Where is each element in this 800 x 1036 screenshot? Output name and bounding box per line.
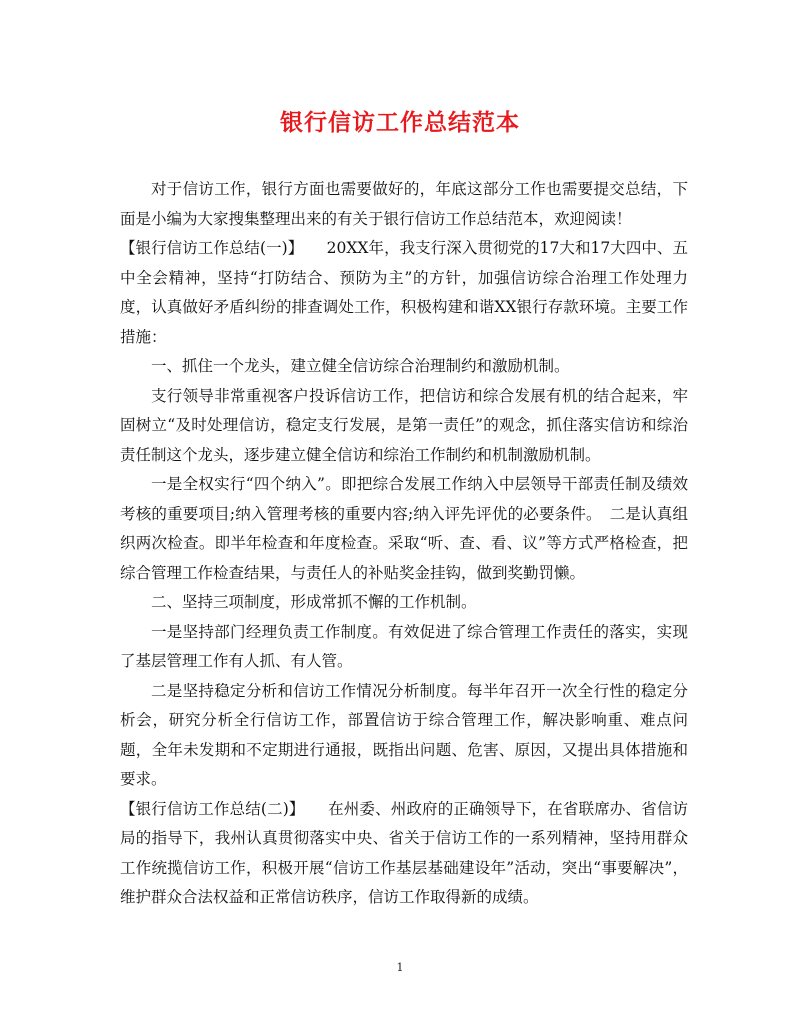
intro-paragraph: 对于信访工作，银行方面也需要做好的，年底这部分工作也需要提交总结，下面是小编为大家搜集整理出来的有关于银行信访工作总结范本，欢迎阅读！ (120, 180, 688, 228)
measure-one-heading: 一、抓住一个龙头，建立健全信访综合治理制约和激励机制。 (151, 357, 570, 375)
page-number: 1 (396, 961, 404, 974)
document-body (120, 175, 688, 913)
four-inclusions-paragraph: 一是全权实行“四个纳入”。即把综合发展工作纳入中层领导干部责任制及绩效考核的重要项目;纳入管理考核的重要内容;纳入评先评优的必要条件。 二是认真组织两次检查。即半年检查和年度检查。采取“听、查、看、议”等方式严格检查，把综合管理工作检查结果，与责任人的补贴奖金挂钩，做到奖勤罚懒。 (120, 475, 688, 582)
measure-two-heading: 二、坚持三项制度，形成常抓不懈的工作机制。 (151, 593, 477, 611)
manager-responsibility-paragraph: 一是坚持部门经理负责工作制度。有效促进了综合管理工作责任的落实，实现了基层管理工作有人抓、有人管。 (120, 622, 688, 670)
section-two-heading-paragraph: 【银行信访工作总结(二)】 在州委、州政府的正确领导下，在省联席办、省信访局的指导下，我州认真贯彻落实中央、省关于信访工作的一系列精神，坚持用群众工作统揽信访工作，积极开展“信访工作基层基础建设年”活动，突出“事要解决”，维护群众合法权益和正常信访秩序，信访工作取得新的成绩。 (120, 799, 688, 906)
section-one-heading-paragraph: 【银行信访工作总结(一)】 20XX年，我支行深入贯彻党的17大和17大四中、五中全会精神，坚持“打防结合、预防为主”的方针，加强信访综合治理工作处理力度，认真做好矛盾纠纷的排查调处工作，积极构建和谐XX银行存款环境。主要工作措施： (120, 239, 688, 346)
document-title: 银行信访工作总结范本 (280, 109, 520, 136)
leadership-paragraph: 支行领导非常重视客户投诉信访工作，把信访和综合发展有机的结合起来，牢固树立“及时处理信访，稳定支行发展，是第一责任”的观念，抓住落实信访和综治责任制这个龙头，逐步建立健全信访和综治工作制约和机制激励机制。 (120, 386, 688, 464)
stability-analysis-paragraph: 二是坚持稳定分析和信访工作情况分析制度。每半年召开一次全行性的稳定分析会，研究分析全行信访工作，部置信访于综合管理工作，解决影响重、难点问题，全年未发期和不定期进行通报，既指出问题、危害、原因，又提出具体措施和要求。 (120, 681, 688, 788)
